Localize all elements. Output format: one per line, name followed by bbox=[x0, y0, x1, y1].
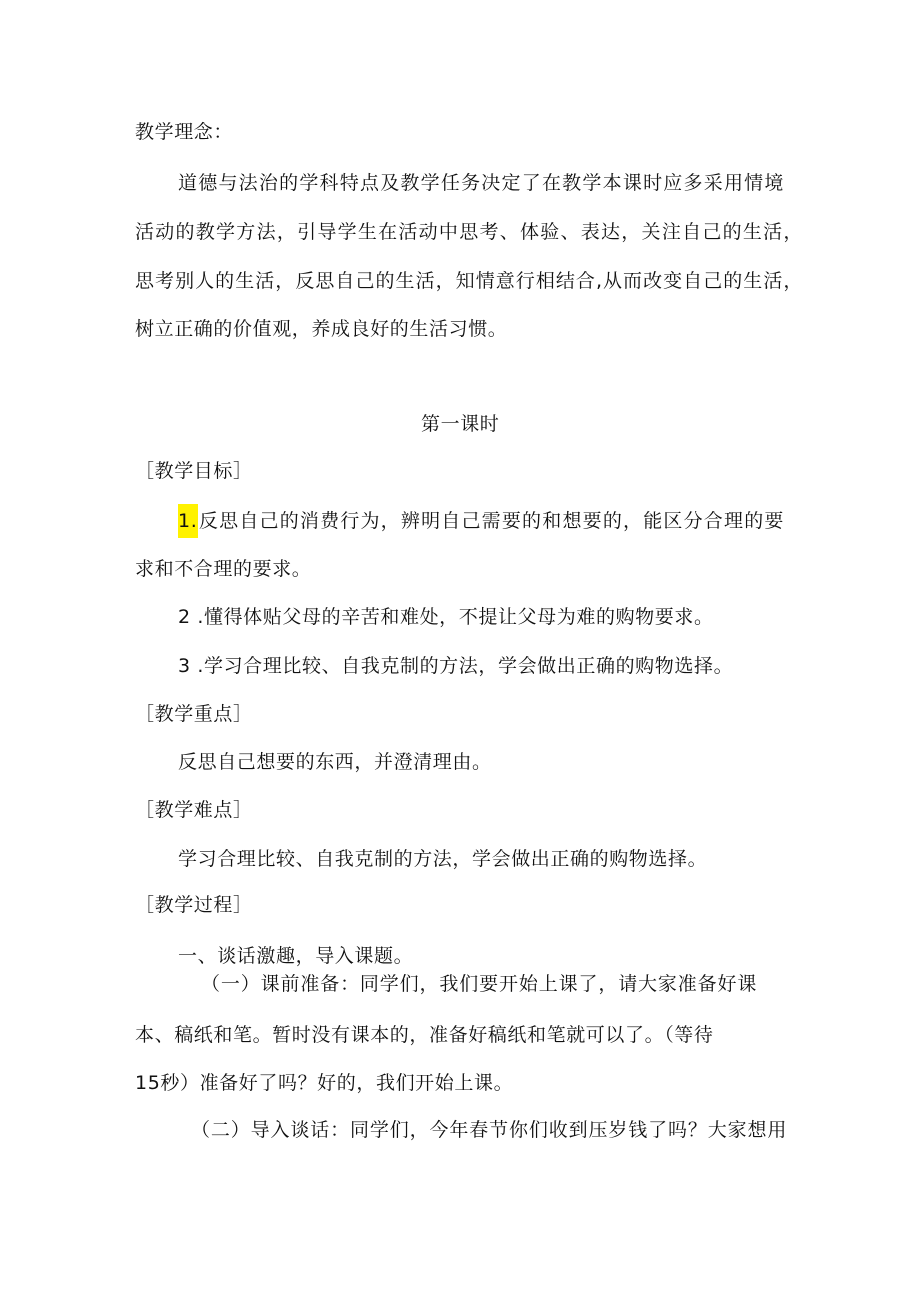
objective-3: 3 .学习合理比较、自我克制的方法，学会做出正确的购物选择。 bbox=[178, 655, 734, 677]
objective-1-line-2: 求和不合理的要求。 bbox=[135, 558, 312, 580]
difficulties-text: 学习合理比较、自我克制的方法，学会做出正确的购物选择。 bbox=[178, 848, 708, 870]
difficulties-heading: ［教学难点］ bbox=[135, 799, 253, 821]
objective-1-line-1 bbox=[178, 508, 784, 534]
objectives-heading: ［教学目标］ bbox=[135, 460, 253, 482]
process-heading: ［教学过程］ bbox=[135, 894, 253, 916]
lesson-title: 第一课时 bbox=[421, 413, 500, 435]
concept-paragraph-line-1: 道德与法治的学科特点及教学任务决定了在教学本课时应多采用情境 bbox=[178, 172, 784, 194]
concept-heading: 教学理念： bbox=[135, 121, 234, 143]
step-1-sub-1-line-1: （一）课前准备：同学们，我们要开始上课了，请大家准备好课 bbox=[201, 973, 757, 995]
objective-1-number-highlight: 1. bbox=[178, 504, 198, 538]
concept-paragraph-line-2: 活动的教学方法，引导学生在活动中思考、体验、表达，关注自己的生活， bbox=[135, 221, 803, 243]
step-1-sub-2-line-1: （二）导入谈话：同学们，今年春节你们收到压岁钱了吗？大家想用 bbox=[191, 1119, 787, 1141]
concept-paragraph-line-3: 思考别人的生活，反思自己的生活，知情意行相结合,从而改变自己的生活， bbox=[135, 270, 803, 292]
concept-paragraph-line-4: 树立正确的价值观，养成良好的生活习惯。 bbox=[135, 318, 508, 340]
objective-1-text: 反思自己的消费行为，辨明自己需要的和想要的，能区分合理的要 bbox=[198, 510, 784, 532]
key-points-heading: ［教学重点］ bbox=[135, 703, 253, 725]
key-points-text: 反思自己想要的东西，并澄清理由。 bbox=[178, 751, 492, 773]
step-1-sub-1-line-2: 本、稿纸和笔。暂时没有课本的，准备好稿纸和笔就可以了。（等待 bbox=[135, 1024, 714, 1046]
step-1-sub-1-line-3: 15秒）准备好了吗？好的，我们开始上课。 bbox=[135, 1072, 514, 1094]
step-1-title: 一、谈话激趣，导入课题。 bbox=[178, 945, 414, 967]
objective-2: 2 .懂得体贴父母的辛苦和难处，不提让父母为难的购物要求。 bbox=[178, 606, 714, 628]
